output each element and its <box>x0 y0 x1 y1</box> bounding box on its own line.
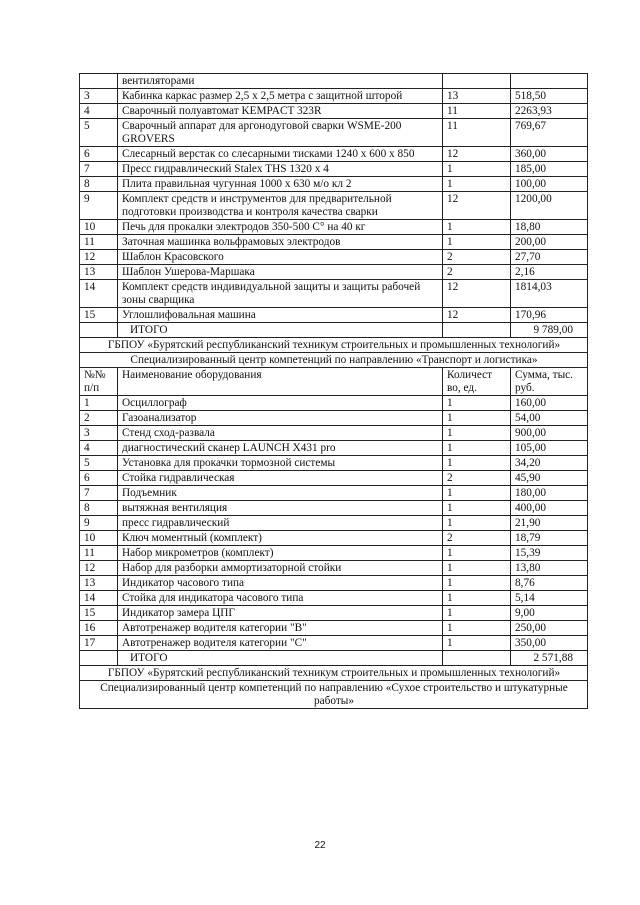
total-row <box>80 323 588 338</box>
item-sum: 250,00 <box>511 621 588 636</box>
item-sum <box>511 74 588 89</box>
item-name: вентиляторами <box>118 74 443 89</box>
row-number <box>80 74 118 89</box>
table-row <box>80 89 588 104</box>
item-quantity: 1 <box>443 561 511 576</box>
org-row <box>80 338 588 353</box>
table-row <box>80 192 588 220</box>
item-name: Газоанализатор <box>118 411 443 426</box>
item-quantity: 1 <box>443 591 511 606</box>
item-name: Стойка гидравлическая <box>118 471 443 486</box>
item-name: Сварочный полуавтомат KEMPACT 323R <box>118 104 443 119</box>
item-sum: 518,50 <box>511 89 588 104</box>
item-name: Установка для прокачки тормозной системы <box>118 456 443 471</box>
item-name: Плита правильная чугунная 1000 х 630 м/о кл 2 <box>118 177 443 192</box>
item-quantity: 1 <box>443 516 511 531</box>
table-row <box>80 591 588 606</box>
item-sum: 45,90 <box>511 471 588 486</box>
total-label: ИТОГО <box>118 323 443 338</box>
item-sum: 100,00 <box>511 177 588 192</box>
item-name: Пресс гидравлический Stalex THS 1320 x 4 <box>118 162 443 177</box>
item-quantity <box>443 74 511 89</box>
item-quantity: 1 <box>443 396 511 411</box>
table-row <box>80 74 588 89</box>
item-sum: 34,20 <box>511 456 588 471</box>
row-number: 8 <box>80 177 118 192</box>
item-name: пресс гидравлический <box>118 516 443 531</box>
item-name: Подъемник <box>118 486 443 501</box>
item-name: Комплект средств индивидуальной защиты и защиты рабочей зоны сварщика <box>118 280 443 308</box>
row-number: 7 <box>80 162 118 177</box>
total-label: ИТОГО <box>118 651 443 666</box>
table-row <box>80 471 588 486</box>
table-row <box>80 235 588 250</box>
total-cell-empty <box>443 651 511 666</box>
table-row <box>80 621 588 636</box>
item-sum: 9,00 <box>511 606 588 621</box>
row-number: 12 <box>80 561 118 576</box>
item-name: Автотренажер водителя категории "В" <box>118 621 443 636</box>
row-number: 3 <box>80 89 118 104</box>
row-number: 6 <box>80 471 118 486</box>
row-number: 17 <box>80 636 118 651</box>
table-row <box>80 486 588 501</box>
item-quantity: 1 <box>443 606 511 621</box>
table-row <box>80 162 588 177</box>
row-number: 11 <box>80 546 118 561</box>
item-name: Автотренажер водителя категории "С" <box>118 636 443 651</box>
row-number: 5 <box>80 119 118 147</box>
item-sum: 13,80 <box>511 561 588 576</box>
org-title: ГБПОУ «Бурятский республиканский техникум строительных и промышленных технологий» <box>80 338 588 353</box>
item-sum: 200,00 <box>511 235 588 250</box>
item-quantity: 1 <box>443 546 511 561</box>
item-quantity: 11 <box>443 119 511 147</box>
equipment-table <box>79 73 588 709</box>
page-number: 22 <box>314 840 326 851</box>
row-number: 9 <box>80 192 118 220</box>
center-title: Специализированный центр компетенций по направлению «Транспорт и логистика» <box>80 353 588 368</box>
item-name: Стойка для индикатора часового типа <box>118 591 443 606</box>
org-row <box>80 666 588 681</box>
total-value: 2 571,88 <box>511 651 588 666</box>
item-quantity: 1 <box>443 456 511 471</box>
item-quantity: 1 <box>443 177 511 192</box>
item-sum: 18,79 <box>511 531 588 546</box>
item-quantity: 1 <box>443 576 511 591</box>
header-name: Наименование оборудования <box>118 368 443 396</box>
center-row <box>80 681 588 709</box>
item-quantity: 12 <box>443 192 511 220</box>
item-sum: 769,67 <box>511 119 588 147</box>
row-number: 5 <box>80 456 118 471</box>
row-number: 4 <box>80 441 118 456</box>
row-number: 9 <box>80 516 118 531</box>
item-quantity: 1 <box>443 441 511 456</box>
item-name: Шаблон Красовского <box>118 250 443 265</box>
table-row <box>80 177 588 192</box>
table-row <box>80 147 588 162</box>
item-name: Кабинка каркас размер 2,5 х 2,5 метра с защитной шторой <box>118 89 443 104</box>
item-name: Индикатор замера ЦПГ <box>118 606 443 621</box>
item-quantity: 1 <box>443 636 511 651</box>
item-quantity: 1 <box>443 162 511 177</box>
item-name: Набор для разборки аммортизаторной стойки <box>118 561 443 576</box>
item-sum: 1200,00 <box>511 192 588 220</box>
item-name: Заточная машинка вольфрамовых электродов <box>118 235 443 250</box>
row-number: 15 <box>80 606 118 621</box>
item-name: Шаблон Ушерова-Маршака <box>118 265 443 280</box>
item-quantity: 1 <box>443 411 511 426</box>
table-row <box>80 636 588 651</box>
total-cell-empty <box>80 651 118 666</box>
row-number: 14 <box>80 280 118 308</box>
item-sum: 1814,03 <box>511 280 588 308</box>
table-row <box>80 265 588 280</box>
row-number: 7 <box>80 486 118 501</box>
table-row <box>80 501 588 516</box>
table-row <box>80 441 588 456</box>
table-row <box>80 396 588 411</box>
item-name: Комплект средств и инструментов для предварительной подготовки производства и контроля качества сварки <box>118 192 443 220</box>
item-sum: 54,00 <box>511 411 588 426</box>
table-row <box>80 119 588 147</box>
header-sum: Сумма, тыс. руб. <box>511 368 588 396</box>
total-row <box>80 651 588 666</box>
table-row <box>80 516 588 531</box>
org-title: ГБПОУ «Бурятский республиканский техникум строительных и промышленных технологий» <box>80 666 588 681</box>
table-row <box>80 606 588 621</box>
table-row <box>80 104 588 119</box>
item-name: Углошлифовальная машина <box>118 308 443 323</box>
row-number: 11 <box>80 235 118 250</box>
header-quantity: Количест во, ед. <box>443 368 511 396</box>
item-sum: 900,00 <box>511 426 588 441</box>
item-quantity: 12 <box>443 308 511 323</box>
item-quantity: 1 <box>443 235 511 250</box>
item-sum: 15,39 <box>511 546 588 561</box>
item-quantity: 1 <box>443 501 511 516</box>
total-value: 9 789,00 <box>511 323 588 338</box>
row-number: 13 <box>80 265 118 280</box>
item-name: Стенд сход-развала <box>118 426 443 441</box>
item-quantity: 1 <box>443 486 511 501</box>
item-sum: 8,76 <box>511 576 588 591</box>
item-sum: 360,00 <box>511 147 588 162</box>
table-row <box>80 546 588 561</box>
item-sum: 180,00 <box>511 486 588 501</box>
item-sum: 2263,93 <box>511 104 588 119</box>
table-row <box>80 576 588 591</box>
item-quantity: 1 <box>443 220 511 235</box>
center-row <box>80 353 588 368</box>
item-quantity: 12 <box>443 147 511 162</box>
item-sum: 350,00 <box>511 636 588 651</box>
item-name: диагностический сканер LAUNCH X431 pro <box>118 441 443 456</box>
table-row <box>80 456 588 471</box>
row-number: 15 <box>80 308 118 323</box>
total-cell-empty <box>443 323 511 338</box>
row-number: 3 <box>80 426 118 441</box>
row-number: 16 <box>80 621 118 636</box>
item-name: Набор микрометров (комплект) <box>118 546 443 561</box>
center-title: Специализированный центр компетенций по направлению «Сухое строительство и штукатурные работы» <box>80 681 588 709</box>
item-quantity: 2 <box>443 471 511 486</box>
table-row <box>80 531 588 546</box>
item-quantity: 2 <box>443 531 511 546</box>
item-name: Печь для прокалки электродов 350-500 С° на 40 кг <box>118 220 443 235</box>
table-row <box>80 426 588 441</box>
item-sum: 160,00 <box>511 396 588 411</box>
item-sum: 400,00 <box>511 501 588 516</box>
header-row <box>80 368 588 396</box>
total-cell-empty <box>80 323 118 338</box>
item-quantity: 13 <box>443 89 511 104</box>
table-row <box>80 561 588 576</box>
header-number: №№ п/п <box>80 368 118 396</box>
item-name: Осциллограф <box>118 396 443 411</box>
item-sum: 18,80 <box>511 220 588 235</box>
item-quantity: 1 <box>443 426 511 441</box>
row-number: 4 <box>80 104 118 119</box>
row-number: 10 <box>80 220 118 235</box>
item-quantity: 11 <box>443 104 511 119</box>
item-quantity: 12 <box>443 280 511 308</box>
row-number: 14 <box>80 591 118 606</box>
table-row <box>80 411 588 426</box>
item-sum: 27,70 <box>511 250 588 265</box>
item-quantity: 2 <box>443 250 511 265</box>
item-name: Индикатор часового типа <box>118 576 443 591</box>
item-sum: 21,90 <box>511 516 588 531</box>
item-name: вытяжная вентиляция <box>118 501 443 516</box>
row-number: 6 <box>80 147 118 162</box>
item-sum: 185,00 <box>511 162 588 177</box>
item-quantity: 2 <box>443 265 511 280</box>
item-sum: 170,96 <box>511 308 588 323</box>
table-row <box>80 308 588 323</box>
item-sum: 2,16 <box>511 265 588 280</box>
table-row <box>80 220 588 235</box>
row-number: 8 <box>80 501 118 516</box>
item-name: Сварочный аппарат для аргонодуговой сварки WSME-200 GROVERS <box>118 119 443 147</box>
row-number: 13 <box>80 576 118 591</box>
row-number: 2 <box>80 411 118 426</box>
row-number: 12 <box>80 250 118 265</box>
item-sum: 5,14 <box>511 591 588 606</box>
item-quantity: 1 <box>443 621 511 636</box>
item-sum: 105,00 <box>511 441 588 456</box>
row-number: 10 <box>80 531 118 546</box>
table-row <box>80 280 588 308</box>
table-row <box>80 250 588 265</box>
item-name: Ключ моментный (комплект) <box>118 531 443 546</box>
row-number: 1 <box>80 396 118 411</box>
item-name: Слесарный верстак со слесарными тисками 1240 х 600 х 850 <box>118 147 443 162</box>
